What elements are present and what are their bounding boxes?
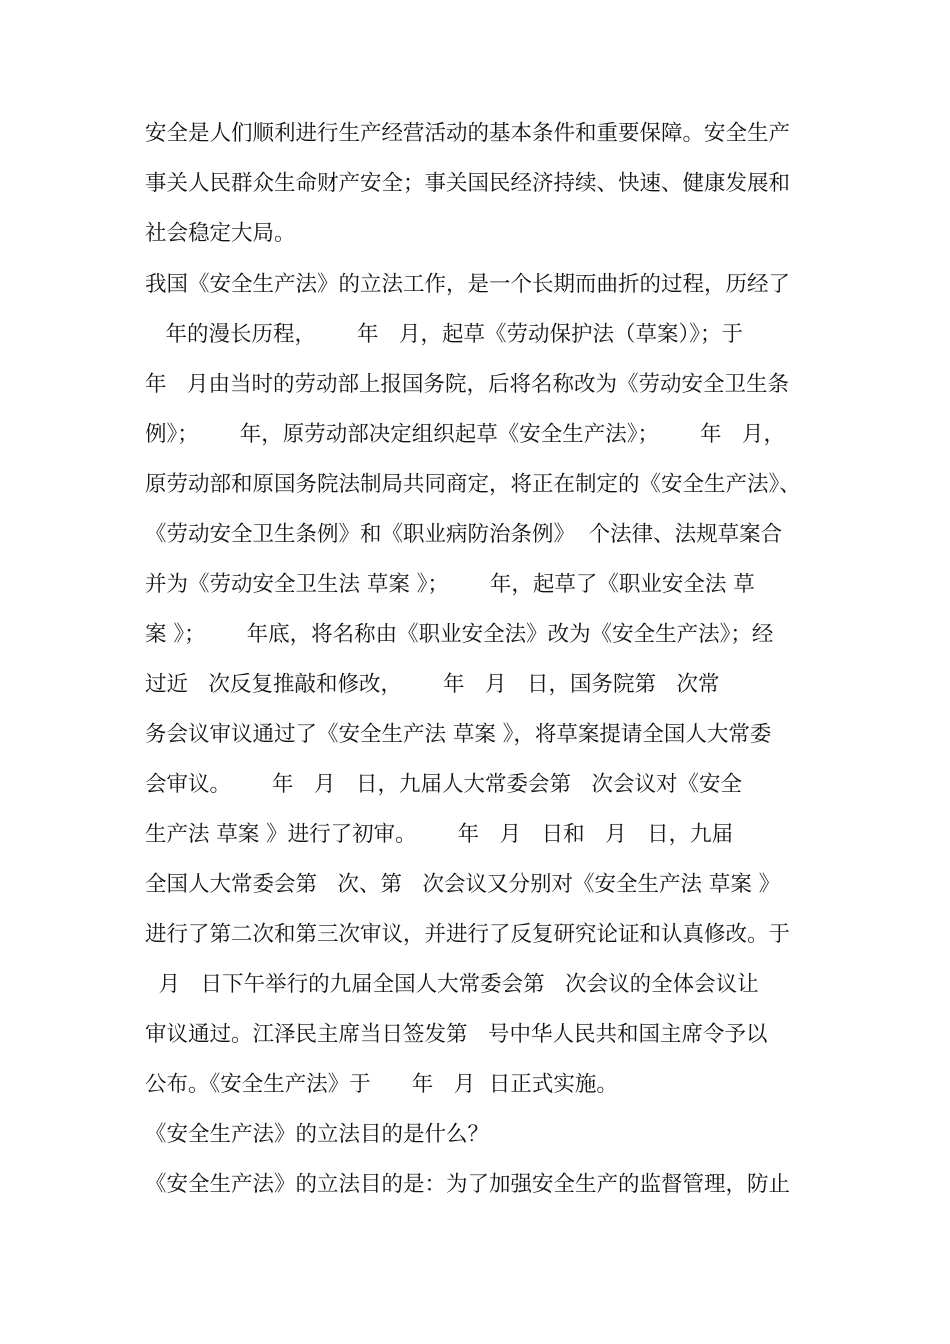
text-line: 年 月由当时的劳动部上报国务院，后将名称改为《劳动安全卫生条 <box>145 372 790 397</box>
text-line: 社会稳定大局。 <box>145 221 296 246</box>
text-line: 并为《劳动安全卫生法 草案 》； 年，起草了《职业安全法 草 <box>145 572 755 597</box>
text-line: 例》； 年，原劳动部决定组织起草《安全生产法》； 年 月， <box>145 422 786 447</box>
text-line: 全国人大常委会第 次、第 次会议又分别对《安全生产法 草案 》 <box>145 872 781 897</box>
text-line: 进行了第二次和第三次审议，并进行了反复研究论证和认真修改。于 <box>145 922 791 947</box>
text-line: 《劳动安全卫生条例》和《职业病防治条例》 个法律、法规草案合 <box>145 522 783 547</box>
text-line: 事关人民群众生命财产安全；事关国民经济持续、快速、健康发展和 <box>145 171 791 196</box>
text-line: 审议通过。江泽民主席当日签发第 号中华人民共和国主席令予以 <box>145 1022 768 1047</box>
text-line: 会审议。 年 月 日，九届人大常委会第 次会议对《安全 <box>145 772 743 797</box>
text-line: 安全是人们顺利进行生产经营活动的基本条件和重要保障。安全生产 <box>145 121 791 146</box>
text-line: 原劳动部和原国务院法制局共同商定，将正在制定的《安全生产法》、 <box>145 472 801 497</box>
text-line: 生产法 草案 》进行了初审。 年 月 日和 月 日，九届 <box>145 822 734 847</box>
text-line: 公布。《安全生产法》于 年 月 日正式实施。 <box>145 1072 618 1097</box>
text-line: 务会议审议通过了《安全生产法 草案 》，将草案提请全国人大常委 <box>145 722 772 747</box>
section-heading: 《安全生产法》的立法目的是什么？ <box>145 1122 490 1147</box>
text-line: 月 日下午举行的九届全国人大常委会第 次会议的全体会议让 <box>145 972 759 997</box>
text-line: 《安全生产法》的立法目的是：为了加强安全生产的监督管理，防止 <box>145 1172 791 1197</box>
text-line: 案 》； 年底，将名称由《职业安全法》改为《安全生产法》；经 <box>145 622 774 647</box>
text-line: 过近 次反复推敲和修改， 年 月 日，国务院第 次常 <box>145 672 720 697</box>
text-line: 年的漫长历程， 年 月，起草《劳动保护法（草案）》；于 <box>145 322 744 347</box>
text-line: 我国《安全生产法》的立法工作，是一个长期而曲折的过程，历经了 <box>145 272 791 297</box>
